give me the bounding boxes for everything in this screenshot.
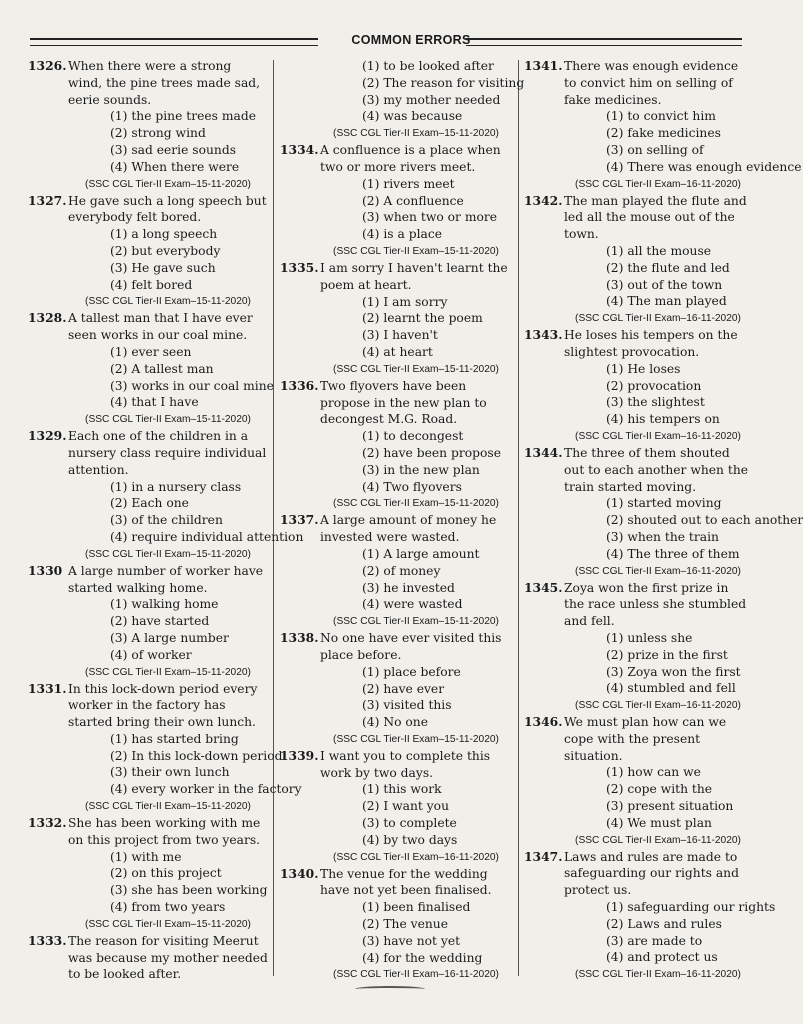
option-1: (1) this work (362, 782, 442, 797)
exam-source: (SSC CGL Tier-II Exam–15-11-2020) (333, 363, 499, 375)
option-4: (4) No one (362, 715, 428, 730)
exam-source: (SSC CGL Tier-II Exam–15-11-2020) (85, 414, 251, 426)
question-text: The three of them shouted out to each another when the train started moving. (564, 445, 749, 494)
question-number: 1337. (280, 512, 319, 528)
options-list (564, 108, 802, 175)
options-list (320, 664, 512, 731)
exam-source: (SSC CGL Tier-II Exam–16-11-2020) (333, 851, 499, 863)
options-list (564, 630, 752, 697)
question-text: A large number of worker have started walking home. (68, 563, 264, 595)
exam-source: (SSC CGL Tier-II Exam–16-11-2020) (575, 313, 741, 325)
option-1: (1) to decongest (362, 429, 464, 444)
option-1: (1) to convict him (606, 109, 716, 124)
option-2: (2) Each one (110, 496, 189, 511)
options-list (320, 781, 512, 848)
options-list (68, 344, 274, 411)
options-list (564, 495, 803, 562)
option-4: (4) The man played (606, 294, 727, 309)
option-2: (2) I want you (362, 799, 449, 814)
column-2 (280, 58, 525, 983)
option-3: (3) their own lunch (110, 765, 230, 780)
question-number: 1330 (28, 562, 63, 578)
option-1: (1) rivers meet (362, 176, 455, 191)
question-number: 1328. (28, 310, 67, 326)
option-3: (3) works in our coal mine (110, 378, 274, 393)
option-3: (3) sad eerie sounds (110, 142, 237, 157)
question-number: 1339. (280, 747, 319, 763)
question-item (524, 444, 803, 580)
option-1: (1) A large amount (362, 546, 480, 561)
option-3: (3) the slightest (606, 395, 705, 410)
option-3: (3) she has been working (110, 883, 268, 898)
option-2: (2) the flute and led (606, 260, 730, 275)
option-4: (4) every worker in the factory (110, 782, 302, 797)
option-2: (2) have started (110, 614, 210, 629)
exam-source: (SSC CGL Tier-II Exam–16-11-2020) (575, 834, 741, 846)
question-item (280, 378, 512, 513)
question-number: 1336. (280, 377, 319, 393)
option-4: (4) at heart (362, 344, 433, 359)
option-3: (3) out of the town (606, 277, 723, 292)
question-item (524, 193, 752, 328)
option-2: (2) prize in the first (606, 647, 728, 662)
option-3: (3) have not yet (362, 933, 461, 948)
question-number: 1343. (524, 327, 563, 343)
option-1: (1) how can we (606, 765, 701, 780)
exam-source: (SSC CGL Tier-II Exam–15-11-2020) (333, 498, 499, 510)
question-number: 1341. (524, 58, 563, 73)
exam-source: (SSC CGL Tier-II Exam–16-11-2020) (575, 430, 741, 442)
option-3: (3) He gave such (110, 260, 216, 275)
question-text: The venue for the wedding have not yet been finalised. (320, 866, 492, 898)
header-rule-right (466, 38, 742, 46)
option-2: (2) shouted out to each another (606, 513, 803, 528)
option-1: (1) all the mouse (606, 243, 712, 258)
option-1: (1) the pine trees made (110, 109, 257, 124)
exam-source: (SSC CGL Tier-II Exam–15-11-2020) (333, 616, 499, 628)
option-3: (3) when two or more (362, 210, 498, 225)
question-item (28, 563, 268, 681)
options-list (564, 764, 752, 831)
option-3: (3) he invested (362, 580, 455, 595)
options-list (68, 108, 268, 175)
option-3: (3) A large number (110, 630, 229, 645)
question-item (280, 512, 512, 630)
question-text: A tallest man that I have ever seen works in our coal mine. (68, 311, 253, 343)
question-number: 1344. (524, 444, 563, 460)
exam-source: (SSC CGL Tier-II Exam–16-11-2020) (333, 969, 499, 981)
option-3: (3) in the new plan (362, 462, 480, 477)
option-2: (2) but everybody (110, 243, 221, 258)
column-3 (524, 58, 803, 983)
question-number: 1347. (524, 848, 563, 864)
question-item (28, 193, 268, 311)
option-1: (1) to be looked after (362, 59, 494, 73)
question-number: 1346. (524, 714, 563, 730)
question-number: 1345. (524, 579, 563, 595)
question-item (280, 866, 512, 984)
question-text: There was enough evidence to convict him on selling of fake medicines. (564, 59, 739, 107)
question-text: Each one of the children in a nursery class require individual attention. (68, 429, 267, 477)
options-list (68, 226, 268, 293)
exam-source: (SSC CGL Tier-II Exam–15-11-2020) (333, 128, 499, 140)
option-4: (4) by two days (362, 832, 458, 847)
option-3: (3) my mother needed (362, 92, 501, 107)
question-number: 1333. (28, 932, 67, 948)
option-4: (4) his tempers on (606, 412, 720, 427)
question-item (524, 580, 752, 715)
option-3: (3) are made to (606, 933, 703, 948)
question-text: When there were a strong wind, the pine trees made sad, eerie sounds. (68, 59, 261, 107)
option-4: (4) from two years (110, 900, 226, 915)
options-list (564, 899, 776, 966)
option-4: (4) We must plan (606, 815, 712, 830)
question-text: A large amount of money he invested were wasted. (320, 513, 497, 545)
question-text: He gave such a long speech but everybody felt bored. (68, 193, 267, 225)
exam-source: (SSC CGL Tier-II Exam–16-11-2020) (575, 700, 741, 712)
option-2: (2) learnt the poem (362, 311, 483, 326)
options-list (320, 546, 512, 613)
option-2: (2) of money (362, 563, 441, 578)
option-2: (2) strong wind (110, 126, 206, 141)
options-list (320, 899, 512, 966)
question-number: 1342. (524, 192, 563, 208)
question-item (280, 630, 512, 748)
options-list (320, 428, 512, 495)
question-item (28, 310, 274, 428)
question-text: She has been working with me on this project from two years. (68, 816, 261, 847)
options-list (320, 58, 525, 125)
question-item (280, 260, 512, 378)
question-text: We must plan how can we cope with the present situation. (564, 715, 727, 763)
option-2: (2) have been propose (362, 445, 501, 460)
question-number: 1329. (28, 428, 67, 444)
option-2: (2) The reason for visiting (362, 75, 525, 90)
question-text: The reason for visiting Meerut was because my mother needed to be looked after. (68, 933, 268, 982)
column-divider (273, 60, 274, 976)
option-4: (4) was because (362, 109, 463, 124)
question-item (28, 815, 268, 933)
exam-source: (SSC CGL Tier-II Exam–15-11-2020) (85, 178, 251, 190)
option-1: (1) with me (110, 849, 182, 864)
options-list (68, 849, 268, 916)
exam-source: (SSC CGL Tier-II Exam–16-11-2020) (575, 969, 741, 981)
option-4: (4) for the wedding (362, 950, 483, 965)
question-text: Two flyovers have been propose in the new plan to decongest M.G. Road. (320, 378, 487, 427)
footer-ornament (355, 986, 425, 992)
exam-source: (SSC CGL Tier-II Exam–15-11-2020) (85, 296, 251, 308)
exam-source: (SSC CGL Tier-II Exam–15-11-2020) (85, 666, 251, 678)
option-4: (4) is a place (362, 227, 443, 242)
question-number: 1326. (28, 58, 67, 73)
options-list (564, 361, 752, 428)
option-4: (4) There was enough evidence (606, 159, 802, 174)
option-1: (1) in a nursery class (110, 479, 242, 494)
question-text: No one have ever visited this place before. (320, 631, 502, 662)
question-item (28, 58, 268, 193)
question-item (524, 327, 752, 445)
option-4: (4) that I have (110, 395, 199, 410)
option-1: (1) ever seen (110, 344, 192, 359)
options-list (320, 176, 512, 243)
exam-source: (SSC CGL Tier-II Exam–16-11-2020) (575, 565, 741, 577)
question-item (524, 714, 752, 849)
option-2: (2) have ever (362, 681, 445, 696)
option-3: (3) of the children (110, 513, 223, 528)
question-text: A confluence is a place when two or more rivers meet. (320, 143, 501, 174)
option-4: (4) require individual attention (110, 529, 304, 544)
question-item (524, 58, 802, 193)
option-2: (2) The venue (362, 917, 448, 932)
question-text: I want you to complete this work by two days. (320, 748, 491, 780)
question-number: 1327. (28, 192, 67, 208)
option-3: (3) I haven't (362, 328, 438, 343)
option-3: (3) present situation (606, 799, 734, 814)
question-item (280, 58, 525, 142)
option-2: (2) provocation (606, 378, 702, 393)
option-3: (3) Zoya won the first (606, 664, 741, 679)
option-1: (1) started moving (606, 496, 722, 511)
option-2: (2) A confluence (362, 193, 464, 208)
option-4: (4) The three of them (606, 546, 740, 561)
option-1: (1) I am sorry (362, 294, 448, 309)
header-rule-left (30, 38, 318, 46)
option-2: (2) A tallest man (110, 361, 214, 376)
question-number: 1340. (280, 865, 319, 881)
question-item (280, 748, 512, 866)
question-number: 1338. (280, 630, 319, 646)
exam-source: (SSC CGL Tier-II Exam–15-11-2020) (85, 918, 251, 930)
question-number: 1334. (280, 142, 319, 158)
option-1: (1) a long speech (110, 227, 218, 242)
option-3: (3) when the train (606, 529, 719, 544)
option-2: (2) In this lock-down period (110, 748, 283, 763)
option-1: (1) been finalised (362, 900, 471, 915)
options-list (564, 243, 752, 310)
question-text: Laws and rules are made to safeguarding our rights and protect us. (564, 849, 739, 898)
option-1: (1) unless she (606, 630, 693, 645)
option-4: (4) of worker (110, 647, 192, 662)
option-2: (2) on this project (110, 866, 222, 881)
question-text: He loses his tempers on the slightest provocation. (564, 328, 738, 359)
exam-source: (SSC CGL Tier-II Exam–15-11-2020) (333, 733, 499, 745)
question-text: Zoya won the first prize in the race unless she stumbled and fell. (564, 580, 747, 629)
option-3: (3) on selling of (606, 142, 704, 157)
question-text: I am sorry I haven't learnt the poem at heart. (320, 260, 508, 292)
question-number: 1332. (28, 815, 67, 831)
exam-source: (SSC CGL Tier-II Exam–16-11-2020) (575, 178, 741, 190)
options-list (320, 294, 512, 361)
question-item (524, 848, 776, 984)
column-divider (518, 60, 519, 976)
option-2: (2) fake medicines (606, 126, 721, 141)
question-text: The man played the flute and led all the mouse out of the town. (564, 193, 747, 242)
option-1: (1) place before (362, 664, 461, 679)
question-number: 1331. (28, 680, 67, 696)
page-title: COMMON ERRORS (351, 33, 471, 47)
option-2: (2) Laws and rules (606, 916, 722, 931)
question-text: In this lock-down period every worker in the factory has started bring their own lunch. (68, 681, 258, 730)
option-3: (3) visited this (362, 698, 452, 713)
question-item (28, 933, 268, 983)
option-1: (1) He loses (606, 361, 681, 376)
question-item (280, 142, 512, 260)
option-4: (4) When there were (110, 159, 240, 174)
option-1: (1) has started bring (110, 731, 239, 746)
option-4: (4) felt bored (110, 277, 193, 292)
option-2: (2) cope with the (606, 782, 713, 797)
exam-source: (SSC CGL Tier-II Exam–15-11-2020) (85, 801, 251, 813)
option-1: (1) safeguarding our rights (606, 900, 776, 915)
exam-source: (SSC CGL Tier-II Exam–15-11-2020) (333, 245, 499, 257)
page-header (30, 33, 742, 51)
question-number: 1335. (280, 259, 319, 275)
option-1: (1) walking home (110, 597, 219, 612)
option-4: (4) stumbled and fell (606, 681, 736, 696)
option-3: (3) to complete (362, 816, 457, 831)
option-4: (4) and protect us (606, 950, 718, 965)
options-list (68, 596, 268, 663)
option-4: (4) were wasted (362, 597, 463, 612)
exam-source: (SSC CGL Tier-II Exam–15-11-2020) (85, 548, 251, 560)
option-4: (4) Two flyovers (362, 479, 462, 494)
